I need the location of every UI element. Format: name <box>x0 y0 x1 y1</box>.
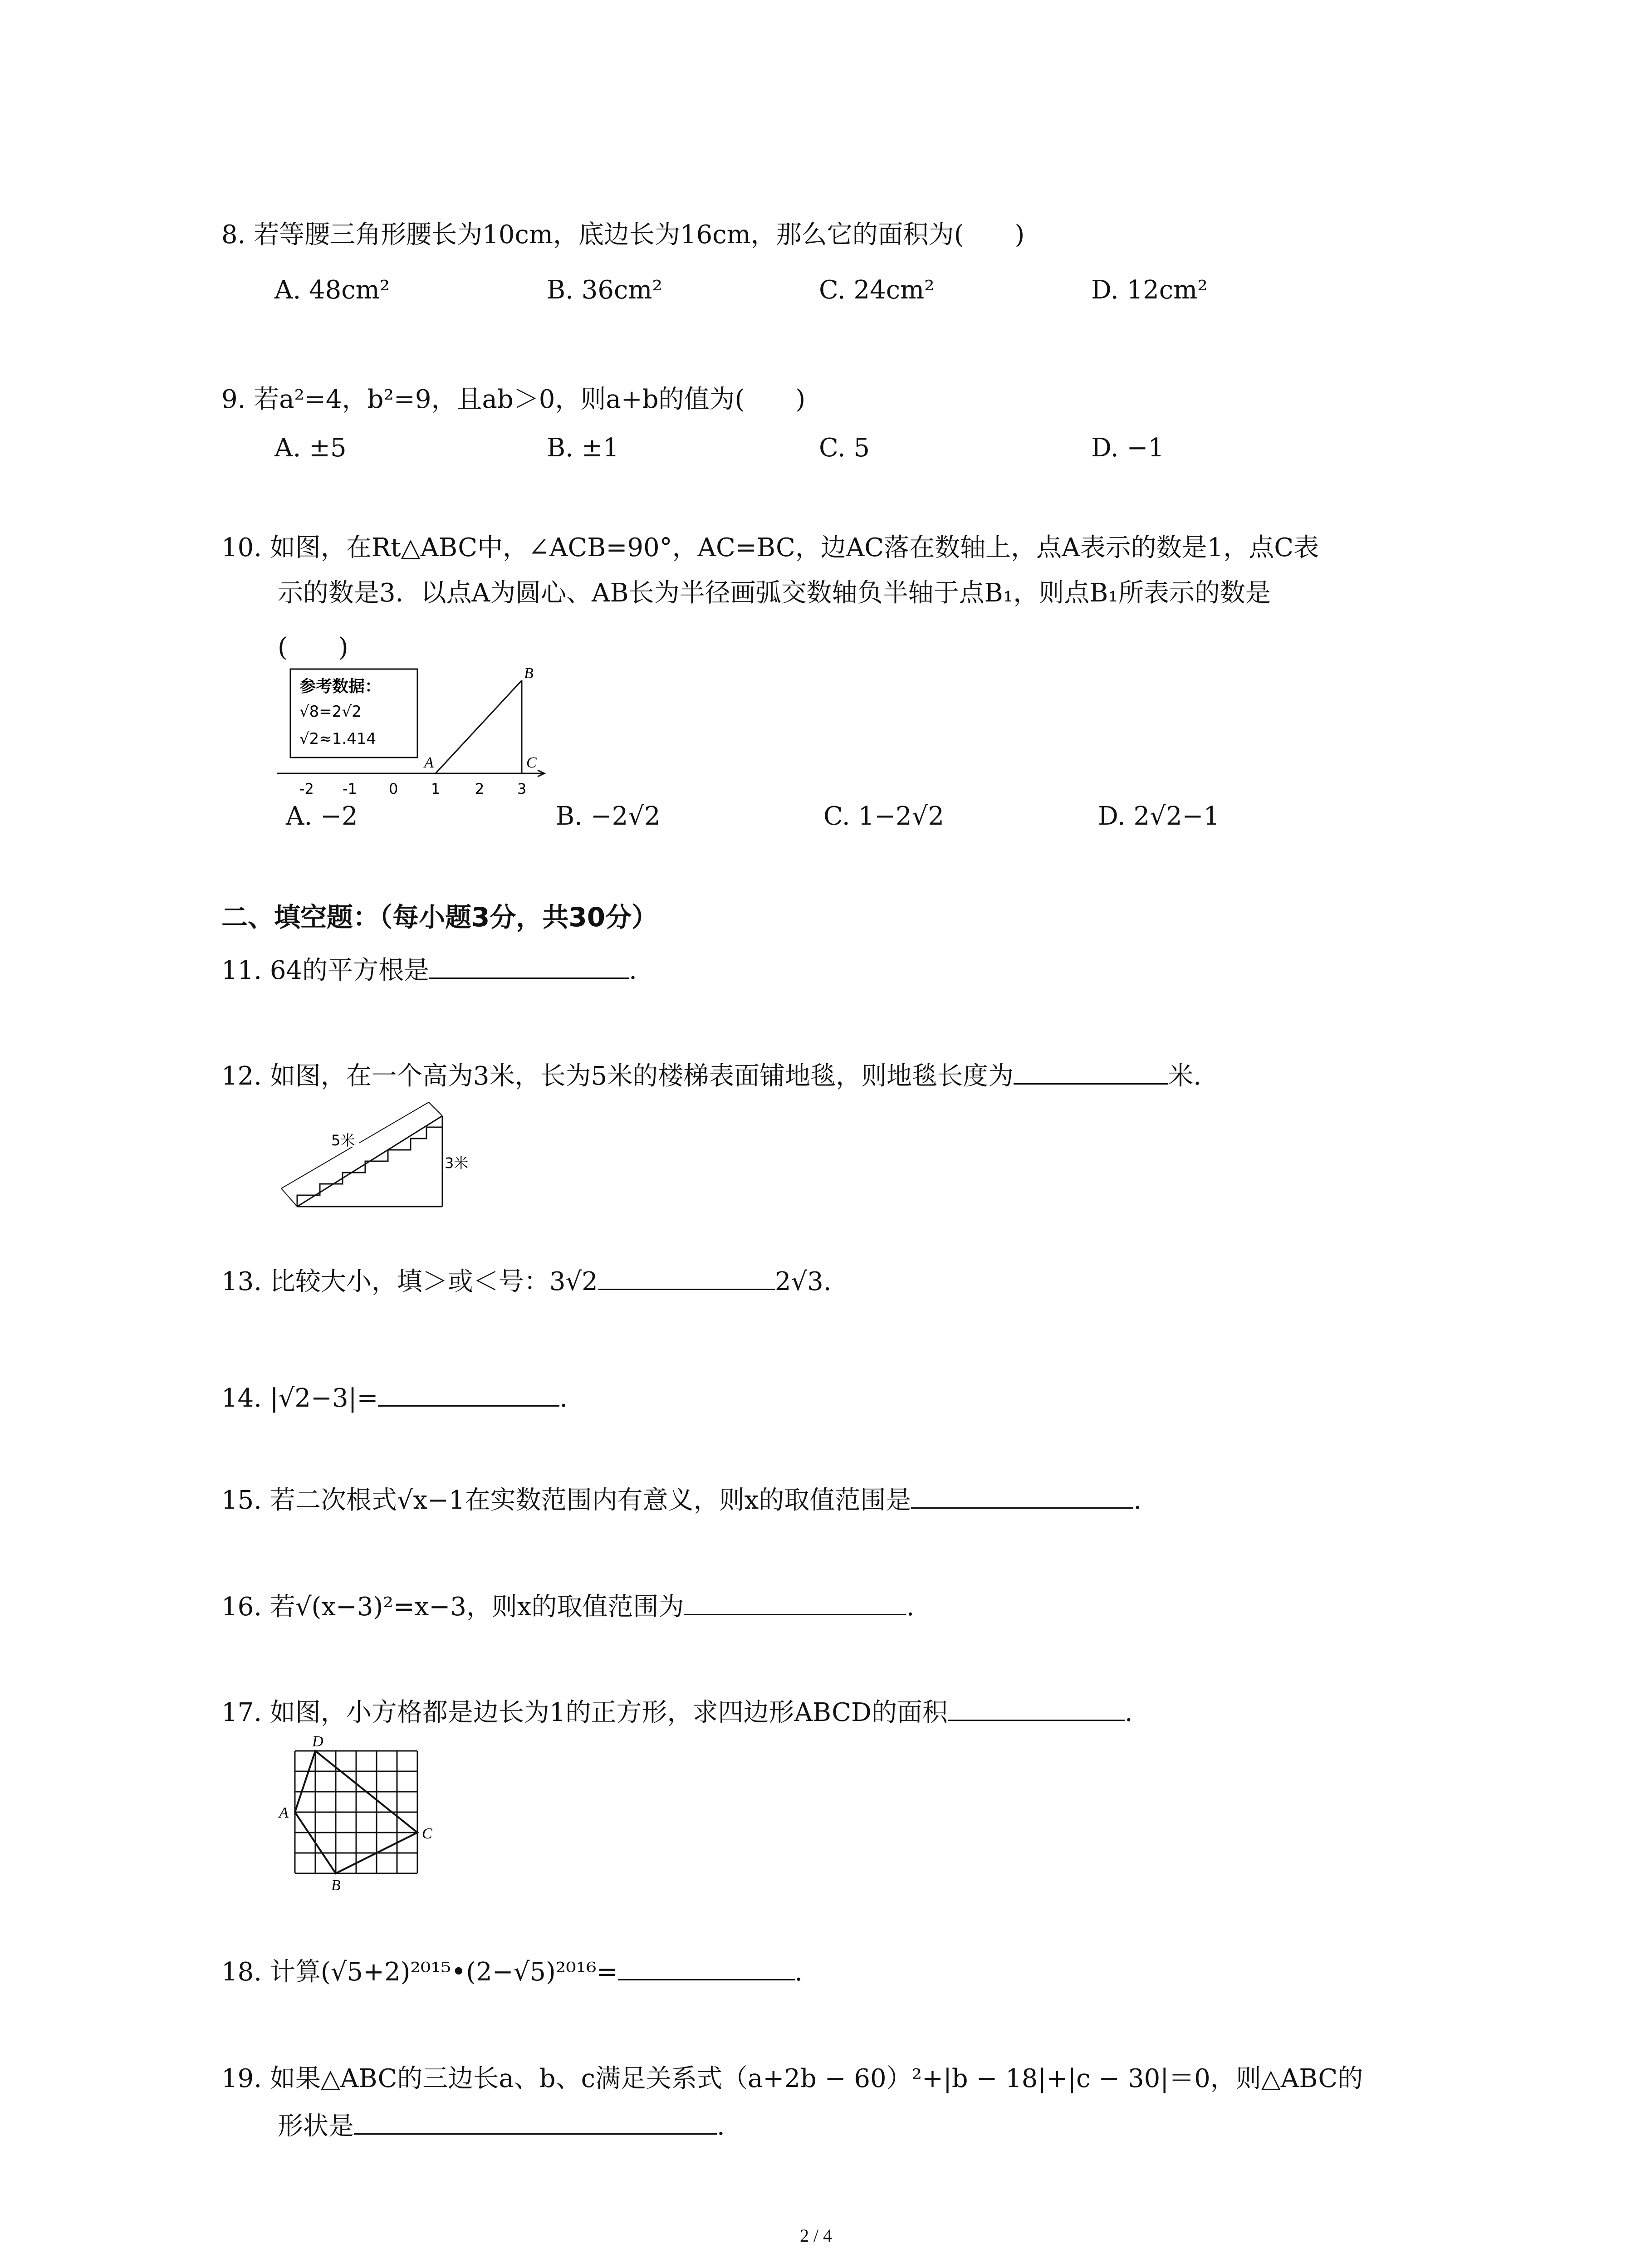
reference-line2: √2≈1.414 <box>299 730 377 748</box>
point-c-label: C <box>526 754 537 771</box>
q18-end: . <box>794 1957 803 1987</box>
q11-line <box>221 958 637 983</box>
q16-answer-blank[interactable] <box>684 1614 906 1615</box>
q14-answer-blank[interactable] <box>378 1405 559 1407</box>
reference-line1: √8=2√2 <box>299 703 362 721</box>
tick-label: 3 <box>517 780 527 797</box>
q19-stem-line1: 19. 如果△ABC的三边长a、b、c满足关系式（a+2b − 60）²+|b − 18|+|c − 30|＝0，则△ABC的 <box>221 2064 1363 2093</box>
q8-option-c: C. 24cm² <box>819 275 935 305</box>
q19-line2 <box>278 2114 725 2139</box>
q9-option-b: B. ±1 <box>547 433 619 463</box>
q17-end: . <box>1124 1698 1133 1727</box>
grid-lines <box>295 1751 417 1873</box>
section-heading: 二、填空题：（每小题3分，共30分） <box>221 902 658 933</box>
tick-label: -2 <box>299 780 314 797</box>
q13-end: . <box>823 1267 832 1296</box>
q11-end: . <box>629 956 637 985</box>
q19-answer-blank[interactable] <box>354 2133 717 2135</box>
tick-label: 2 <box>475 780 485 797</box>
q17-stem: 17. 如图，小方格都是边长为1的正方形，求四边形ABCD的面积 <box>221 1698 948 1727</box>
q13-mid: 2√3 <box>774 1267 823 1296</box>
q17-line <box>221 1700 1133 1725</box>
point-b-label: B <box>331 1877 341 1894</box>
q12-stairs-figure <box>272 1095 469 1218</box>
q16-stem: 16. 若√(x−3)²=x−3，则x的取值范围为 <box>221 1592 684 1622</box>
length-label: 5米 <box>331 1132 355 1149</box>
q10-stem-line2: 示的数是3．以点A为圆心、AB长为半径画弧交数轴负半轴于点B₁，则点B₁所表示的数是 <box>278 578 1271 608</box>
q17-grid-figure <box>272 1730 445 1894</box>
q10-option-b: B. −2√2 <box>556 802 661 831</box>
q18-line <box>221 1957 803 1987</box>
q19-end: . <box>717 2112 725 2141</box>
q16-line <box>221 1594 914 1620</box>
q8-option-d: D. 12cm² <box>1091 275 1208 305</box>
dimension-tick <box>281 1188 297 1207</box>
q16-end: . <box>906 1592 915 1622</box>
q10-figure <box>272 662 554 798</box>
q8-stem: 8. 若等腰三角形腰长为10cm，底边长为16cm，那么它的面积为( ) <box>221 220 1025 249</box>
point-a-label: A <box>279 1804 289 1821</box>
q13-stem: 13. 比较大小，填＞或＜号：3√2 <box>221 1267 598 1296</box>
q13-line <box>221 1269 832 1295</box>
point-b-label: B <box>524 665 534 682</box>
q14-end: . <box>559 1383 568 1413</box>
q12-end: 米. <box>1168 1061 1201 1091</box>
q11-stem: 11. 64的平方根是 <box>221 956 430 985</box>
q9-option-c: C. 5 <box>819 433 870 463</box>
q10-stem-line1: 10. 如图，在Rt△ABC中，∠ACB=90°，AC=BC，边AC落在数轴上，点A表示的数是1，点C表 <box>221 533 1319 562</box>
q19-stem-line2: 形状是 <box>278 2112 354 2141</box>
point-a-label: A <box>424 754 434 771</box>
q11-answer-blank[interactable] <box>429 978 629 979</box>
q10-option-d: D. 2√2−1 <box>1098 802 1220 831</box>
q14-stem: 14. |√2−3|= <box>221 1383 378 1413</box>
tick-label: 0 <box>389 780 398 797</box>
reference-title: 参考数据： <box>299 677 382 696</box>
q12-line <box>221 1061 1201 1091</box>
q15-end: . <box>1133 1486 1142 1515</box>
q9-stem: 9. 若a²=4，b²=9，且ab＞0，则a+b的值为( ) <box>221 385 806 414</box>
q8-option-b: B. 36cm² <box>547 275 662 305</box>
tick-label: -1 <box>343 780 357 797</box>
q17-answer-blank[interactable] <box>948 1720 1125 1721</box>
q12-stem: 12. 如图，在一个高为3米，长为5米的楼梯表面铺地毯，则地毯长度为 <box>221 1061 1014 1091</box>
q9-option-d: D. −1 <box>1091 433 1165 463</box>
q15-stem: 15. 若二次根式√x−1在实数范围内有意义，则x的取值范围是 <box>221 1486 911 1515</box>
q10-option-c: C. 1−2√2 <box>823 802 944 831</box>
height-label: 3米 <box>445 1154 469 1172</box>
q15-line <box>221 1488 1141 1513</box>
point-d-label: D <box>312 1733 323 1750</box>
q8-option-a: A. 48cm² <box>274 275 390 305</box>
q13-answer-blank[interactable] <box>598 1289 775 1290</box>
q9-option-a: A. ±5 <box>274 433 347 463</box>
segment-ab <box>436 680 522 773</box>
q14-line <box>221 1383 568 1413</box>
q18-answer-blank[interactable] <box>618 1979 795 1980</box>
tick-label: 1 <box>431 780 441 797</box>
point-c-label: C <box>422 1825 432 1842</box>
q10-stem-line3: ( ) <box>278 633 348 662</box>
q15-answer-blank[interactable] <box>911 1507 1133 1509</box>
page-number: 2 / 4 <box>800 2225 833 2246</box>
q10-option-a: A. −2 <box>286 802 358 831</box>
dimension-tick <box>429 1102 442 1116</box>
q12-answer-blank[interactable] <box>1014 1083 1168 1085</box>
q18-stem: 18. 计算(√5+2)²⁰¹⁵•(2−√5)²⁰¹⁶= <box>221 1957 618 1987</box>
